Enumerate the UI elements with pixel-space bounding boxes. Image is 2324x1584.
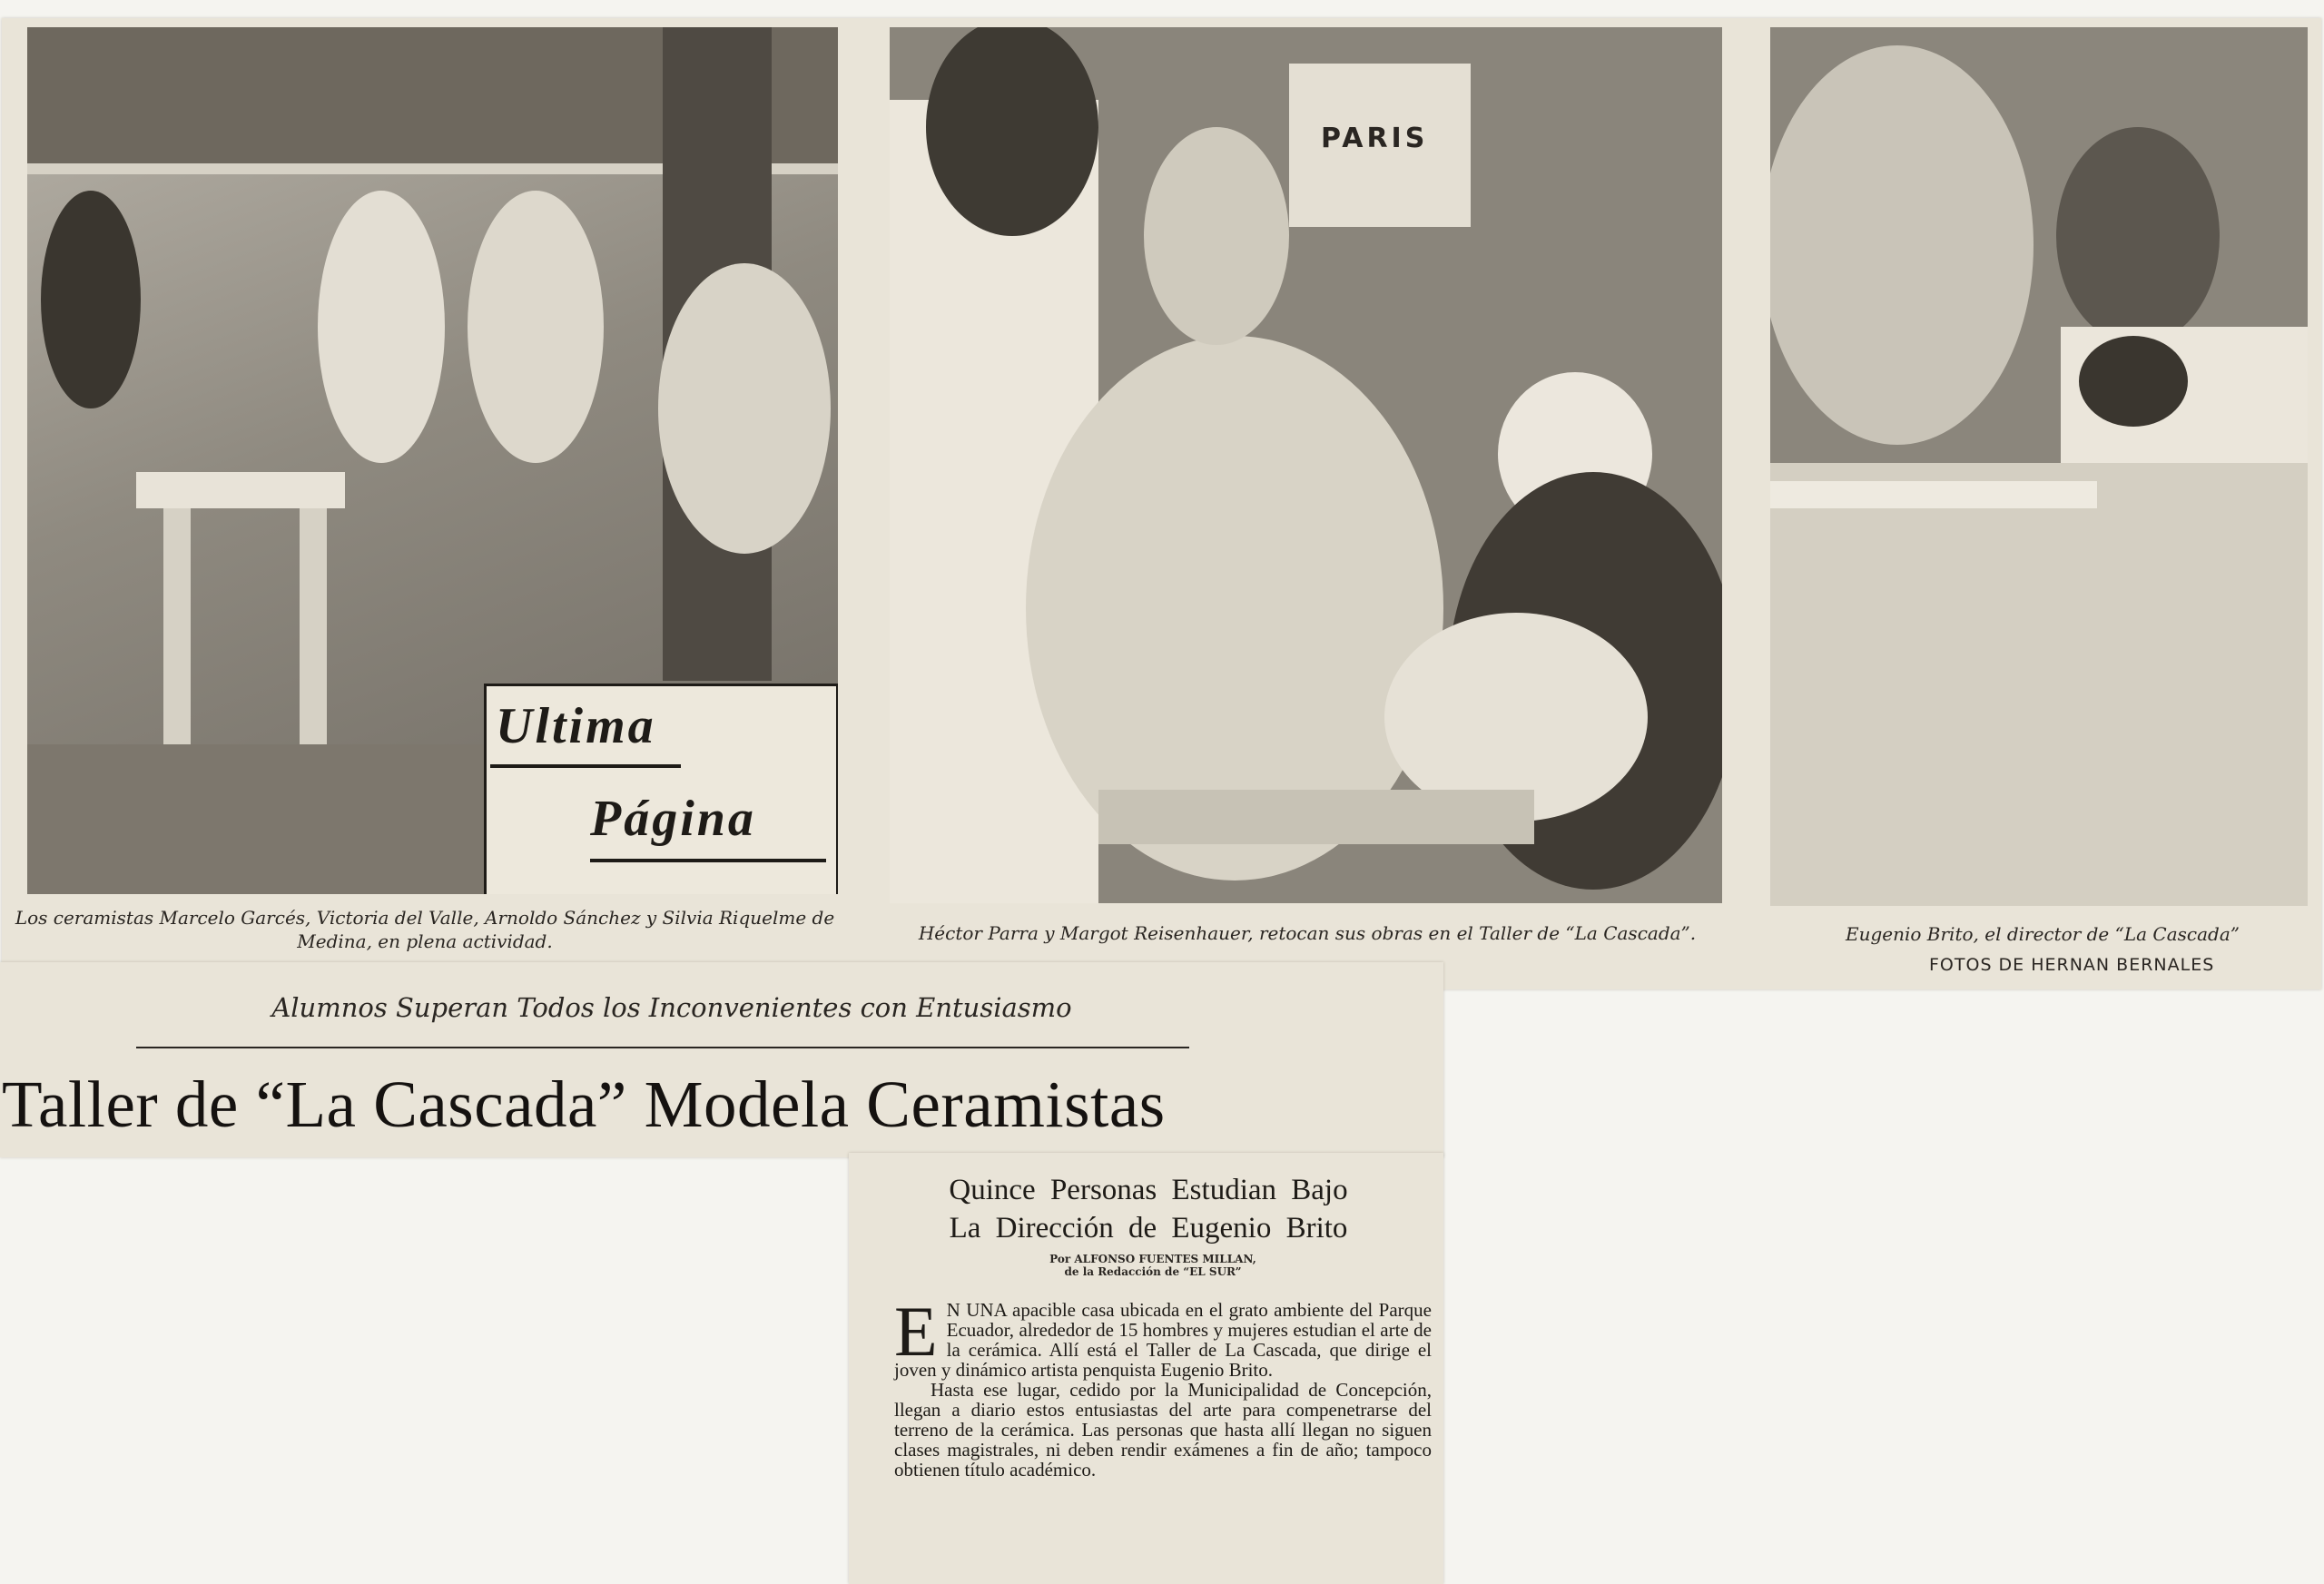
- caption-photo-2: Héctor Parra y Margot Reisenhauer, retocan sus obras en el Taller de “La Cascada”.: [918, 922, 1697, 944]
- byline-author: Por ALFONSO FUENTES MILLAN,: [1049, 1253, 1256, 1265]
- paragraph-1: [894, 1292, 1432, 1381]
- byline-newspaper: de la Redacción de “EL SUR”: [1064, 1265, 1242, 1278]
- sign-rule-bottom: [590, 859, 826, 862]
- photo-eugenio-brito: [1770, 27, 2308, 906]
- article-byline: [962, 1253, 1344, 1278]
- article-subhead: [853, 1171, 1443, 1247]
- drop-cap: E: [894, 1292, 938, 1371]
- kicker-rule: [136, 1047, 1189, 1048]
- poster-paris: PARIS: [1321, 123, 1429, 154]
- sign-word-pagina: Página: [590, 791, 756, 847]
- photo-parra-reisenhauer: [890, 27, 1722, 903]
- sign-rule-top: [490, 764, 681, 768]
- paragraph-2: Hasta ese lugar, cedido por la Municipalidad de Concepción, llegan a diario estos entusiastas del arte para compenetrarse del terreno de la cerámica. Las personas que hasta allí llegan no siguen clases magistrales, ni deben rendir exámenes a fin de año; tampoco obtienen título académico.: [894, 1379, 1432, 1481]
- caption-photo-1: Los ceramistas Marcelo Garcés, Victoria del Valle, Arnoldo Sánchez y Silvia Riquelme de Medina, en plena actividad.: [15, 907, 835, 952]
- sign-word-ultima: Ultima: [496, 698, 656, 754]
- photo-ceramists-workshop: [27, 27, 838, 894]
- article-kicker: Alumnos Superan Todos los Inconvenientes con Entusiasmo: [271, 992, 1072, 1023]
- paragraph-1-text: N UNA apacible casa ubicada en el grato ambiente del Parque Ecuador, alrededor de 15 hombres y mujeres estudian el arte de la cerámica. Allí está el Taller de La Cascada, que dirige el joven y dinámico artista penquista Eugenio Brito.: [894, 1299, 1432, 1381]
- article-body: [894, 1292, 1432, 1481]
- subhead-line-2: La Dirección de Eugenio Brito: [949, 1212, 1348, 1245]
- caption-photo-3: Eugenio Brito, el director de “La Cascada”: [1846, 923, 2240, 945]
- subhead-line-1: Quince Personas Estudian Bajo: [949, 1174, 1348, 1206]
- photo-credit: FOTOS DE HERNAN BERNALES: [1929, 955, 2215, 975]
- article-headline: Taller de “La Cascada” Modela Ceramistas: [2, 1067, 1166, 1141]
